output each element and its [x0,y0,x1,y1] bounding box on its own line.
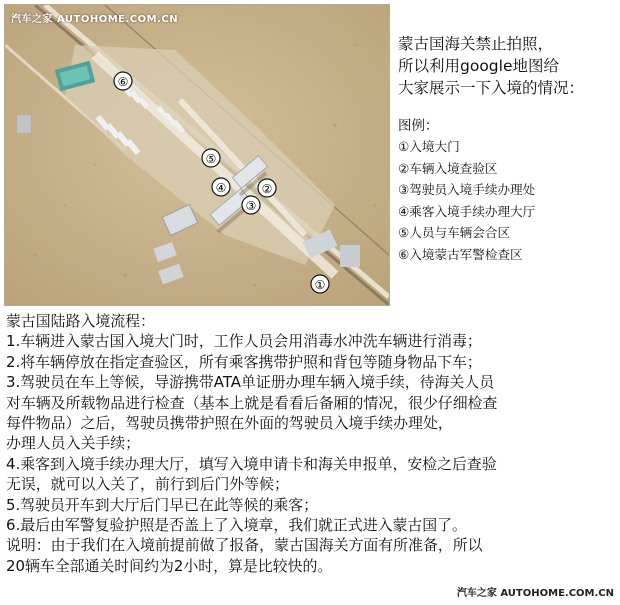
svg-text:①: ① [314,278,326,292]
process-line: 每件物品）之后，驾驶员携带护照在外面的驾驶员入境手续办理处， [6,414,453,433]
process-line: 5.驾驶员开车到大厅后门早已在此等候的乘客； [6,495,319,514]
process-line: 2.将车辆停放在指定查验区，所有乘客携带护照和背包等随身物品下车； [6,352,482,371]
legend-item-3: ③驾驶员入境手续办理处 [398,182,536,197]
legend-item-1: ①入境大门 [398,139,460,154]
marker-5 [202,149,220,167]
watermark-bottom: 汽车之家 AUTOHOME.COM.CN [456,588,614,599]
intro-line: 所以利用google地图给 [398,57,559,75]
svg-text:④: ④ [215,181,227,195]
legend-item-2: ②车辆入境查验区 [398,160,498,176]
svg-text:②: ② [261,182,273,196]
process-line: 6.最后由军警复验护照是否盖上了入境章，我们就正式进入蒙古国了。 [6,516,467,535]
process-line: 对车辆及所载物品进行检查（基本上就是看看后备厢的情况，很少仔细检查 [6,393,498,412]
process-line: 无误，就可以入关了，前行到后门外等候； [6,475,289,494]
process-line: 20辆车全部通关时间约为2小时，算是比较快的。 [6,556,333,575]
entry-process-text [6,311,612,576]
legend-item-5: ⑤人员与车辆会合区 [398,225,511,240]
process-line: 办理人员入关手续； [6,434,141,453]
marker-2 [258,179,276,197]
svg-text:⑥: ⑥ [117,75,129,89]
svg-text:③: ③ [245,199,257,213]
process-line: 4.乘客到入境手续办理大厅，填写入境申请卡和海关申报单，安检之后查验 [6,454,497,473]
marker-1 [311,275,329,293]
intro-line: 大家展示一下入境的情况： [398,79,585,97]
aerial-map-image [4,4,390,306]
marker-6 [114,72,132,90]
legend-item-6: ⑥入境蒙古军警检查区 [398,246,523,262]
process-line: 3.驾驶员在车上等候，导游携带ATA单证册办理车辆入境手续，待海关人员 [6,373,495,392]
watermark-top: 汽车之家 AUTOHOME.COM.CN [11,14,179,25]
marker-4 [212,178,230,196]
marker-3 [242,196,260,214]
svg-text:⑤: ⑤ [205,152,217,166]
process-line: 说明：由于我们在入境前提前做了报备，蒙古国海关方面有所准备，所以 [6,536,483,555]
aerial-map-svg [5,5,389,305]
legend-panel [398,33,618,265]
process-title: 蒙古国陆路入境流程： [6,312,155,330]
legend-title: 图例： [398,118,439,134]
process-line: 1.车辆进入蒙古国入境大门时，工作人员会用消毒水冲洗车辆进行消毒； [6,332,482,351]
intro-line: 蒙古国海关禁止拍照， [398,35,554,53]
legend-item-4: ④乘客入境手续办理大厅 [398,203,536,219]
